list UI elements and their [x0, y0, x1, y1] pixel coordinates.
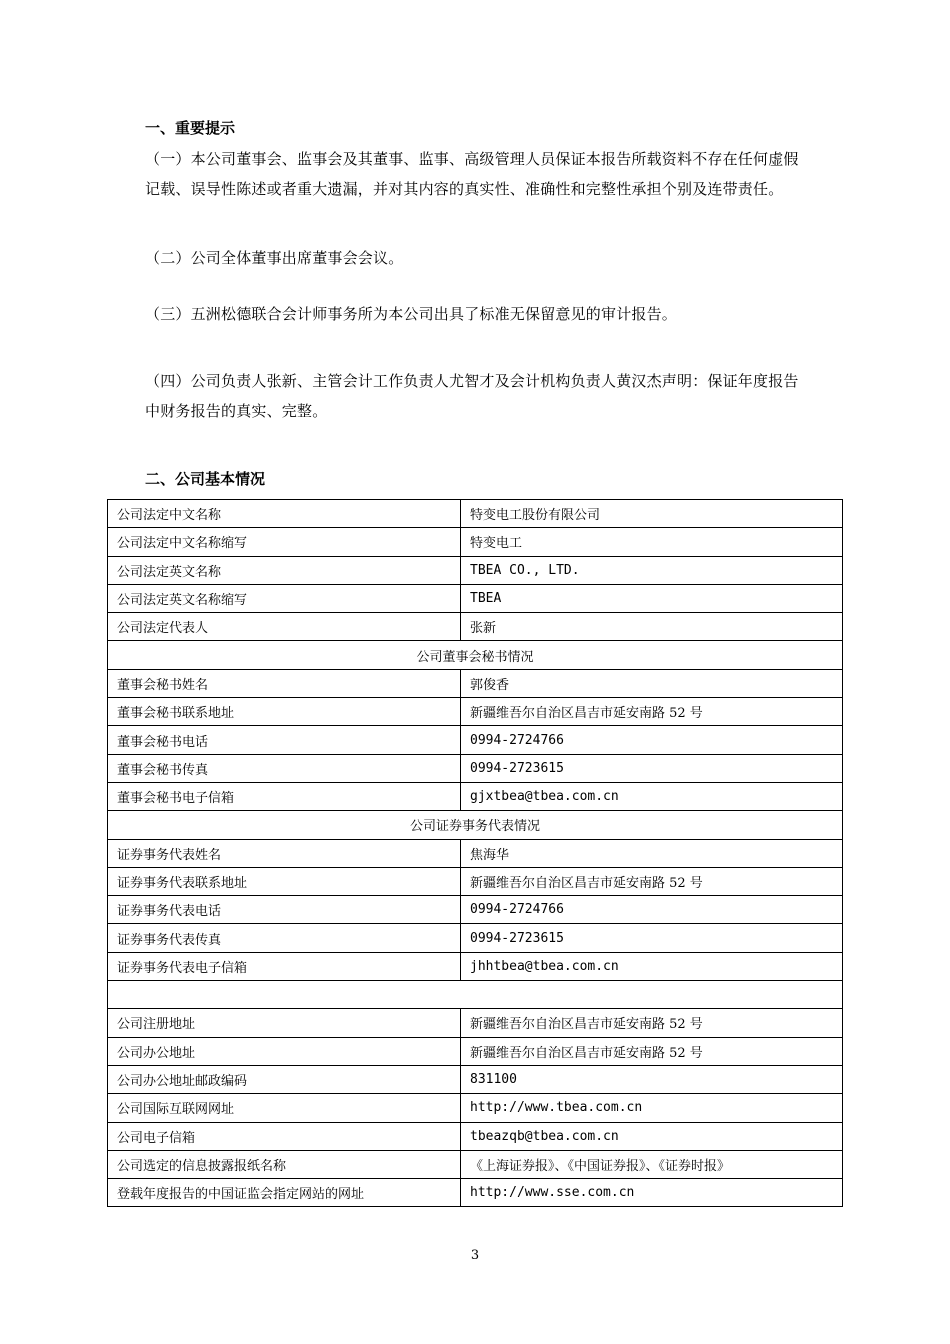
row-value: 0994-2724766	[461, 726, 843, 754]
table-row	[108, 924, 843, 952]
table-row	[108, 556, 843, 584]
section-heading-basic: 二、公司基本情况	[145, 470, 266, 488]
row-value: 新疆维吾尔自治区昌吉市延安南路 52 号	[461, 1037, 843, 1065]
rep-section-title: 公司证券事务代表情况	[108, 811, 843, 839]
row-label: 证券事务代表联系地址	[108, 867, 461, 895]
row-label: 董事会秘书传真	[108, 754, 461, 782]
table-row	[108, 698, 843, 726]
page-number: 3	[470, 1248, 480, 1263]
row-value: 0994-2724766	[461, 896, 843, 924]
row-label: 证券事务代表电话	[108, 896, 461, 924]
table-row	[108, 1037, 843, 1065]
row-label: 董事会秘书电子信箱	[108, 782, 461, 810]
table-row	[108, 1122, 843, 1150]
row-label: 公司国际互联网网址	[108, 1094, 461, 1122]
row-value: 特变电工	[461, 528, 843, 556]
table-row	[108, 613, 843, 641]
table-row	[108, 584, 843, 612]
table-row	[108, 1009, 843, 1037]
row-label: 公司办公地址邮政编码	[108, 1065, 461, 1093]
row-value: 焦海华	[461, 839, 843, 867]
table-section-row	[108, 641, 843, 669]
row-label: 证券事务代表电子信箱	[108, 952, 461, 980]
table-section-row	[108, 811, 843, 839]
table-row	[108, 839, 843, 867]
row-label: 董事会秘书电话	[108, 726, 461, 754]
row-label: 登载年度报告的中国证监会指定网站的网址	[108, 1179, 461, 1207]
row-value: 0994-2723615	[461, 754, 843, 782]
row-value: 《上海证券报》、《中国证券报》、《证券时报》	[461, 1150, 843, 1178]
row-value: TBEA CO., LTD.	[461, 556, 843, 584]
row-value: 张新	[461, 613, 843, 641]
row-label: 公司电子信箱	[108, 1122, 461, 1150]
table-row	[108, 528, 843, 556]
table-row	[108, 867, 843, 895]
row-value: gjxtbea@tbea.com.cn	[461, 782, 843, 810]
table-row	[108, 754, 843, 782]
row-label: 公司法定英文名称	[108, 556, 461, 584]
email-link[interactable]: tbeazqb@tbea.com.cn	[461, 1122, 843, 1150]
row-value: 特变电工股份有限公司	[461, 500, 843, 528]
notice-paragraph-4: （四）公司负责人张新、主管会计工作负责人尤智才及会计机构负责人黄汉杰声明：保证年度报告中财务报告的真实、完整。	[145, 372, 799, 420]
table-row	[108, 1065, 843, 1093]
row-value: TBEA	[461, 584, 843, 612]
table-row	[108, 1150, 843, 1178]
row-label: 董事会秘书姓名	[108, 669, 461, 697]
table-row	[108, 952, 843, 980]
table-row	[108, 1179, 843, 1207]
row-label: 公司注册地址	[108, 1009, 461, 1037]
row-value: 0994-2723615	[461, 924, 843, 952]
table-row	[108, 1094, 843, 1122]
secretary-section-title: 公司董事会秘书情况	[108, 641, 843, 669]
row-value: 新疆维吾尔自治区昌吉市延安南路 52 号	[461, 698, 843, 726]
table-empty-row	[108, 981, 843, 1009]
row-value: 831100	[461, 1065, 843, 1093]
notice-paragraph-2: （二）公司全体董事出席董事会会议。	[145, 249, 404, 267]
table-row	[108, 896, 843, 924]
row-label: 公司办公地址	[108, 1037, 461, 1065]
row-value: 新疆维吾尔自治区昌吉市延安南路 52 号	[461, 867, 843, 895]
row-label: 公司法定中文名称	[108, 500, 461, 528]
website-link[interactable]: http://www.tbea.com.cn	[461, 1094, 843, 1122]
notice-paragraph-3: （三）五洲松德联合会计师事务所为本公司出具了标准无保留意见的审计报告。	[145, 305, 678, 323]
company-info-table	[107, 499, 843, 1207]
row-label: 董事会秘书联系地址	[108, 698, 461, 726]
row-label: 公司选定的信息披露报纸名称	[108, 1150, 461, 1178]
table-row	[108, 782, 843, 810]
csrc-website-link[interactable]: http://www.sse.com.cn	[461, 1179, 843, 1207]
section-heading-notice: 一、重要提示	[145, 119, 236, 137]
notice-paragraph-1: （一）本公司董事会、监事会及其董事、监事、高级管理人员保证本报告所载资料不存在任何虚假记载、误导性陈述或者重大遗漏，并对其内容的真实性、准确性和完整性承担个别及连带责任。	[145, 150, 799, 198]
table-row	[108, 726, 843, 754]
row-label: 公司法定中文名称缩写	[108, 528, 461, 556]
row-value: jhhtbea@tbea.com.cn	[461, 952, 843, 980]
row-label: 证券事务代表姓名	[108, 839, 461, 867]
table-row	[108, 500, 843, 528]
row-label: 公司法定英文名称缩写	[108, 584, 461, 612]
row-label: 证券事务代表传真	[108, 924, 461, 952]
row-label: 公司法定代表人	[108, 613, 461, 641]
empty-row-cell	[108, 981, 843, 1009]
row-value: 新疆维吾尔自治区昌吉市延安南路 52 号	[461, 1009, 843, 1037]
table-row	[108, 669, 843, 697]
row-value: 郭俊香	[461, 669, 843, 697]
